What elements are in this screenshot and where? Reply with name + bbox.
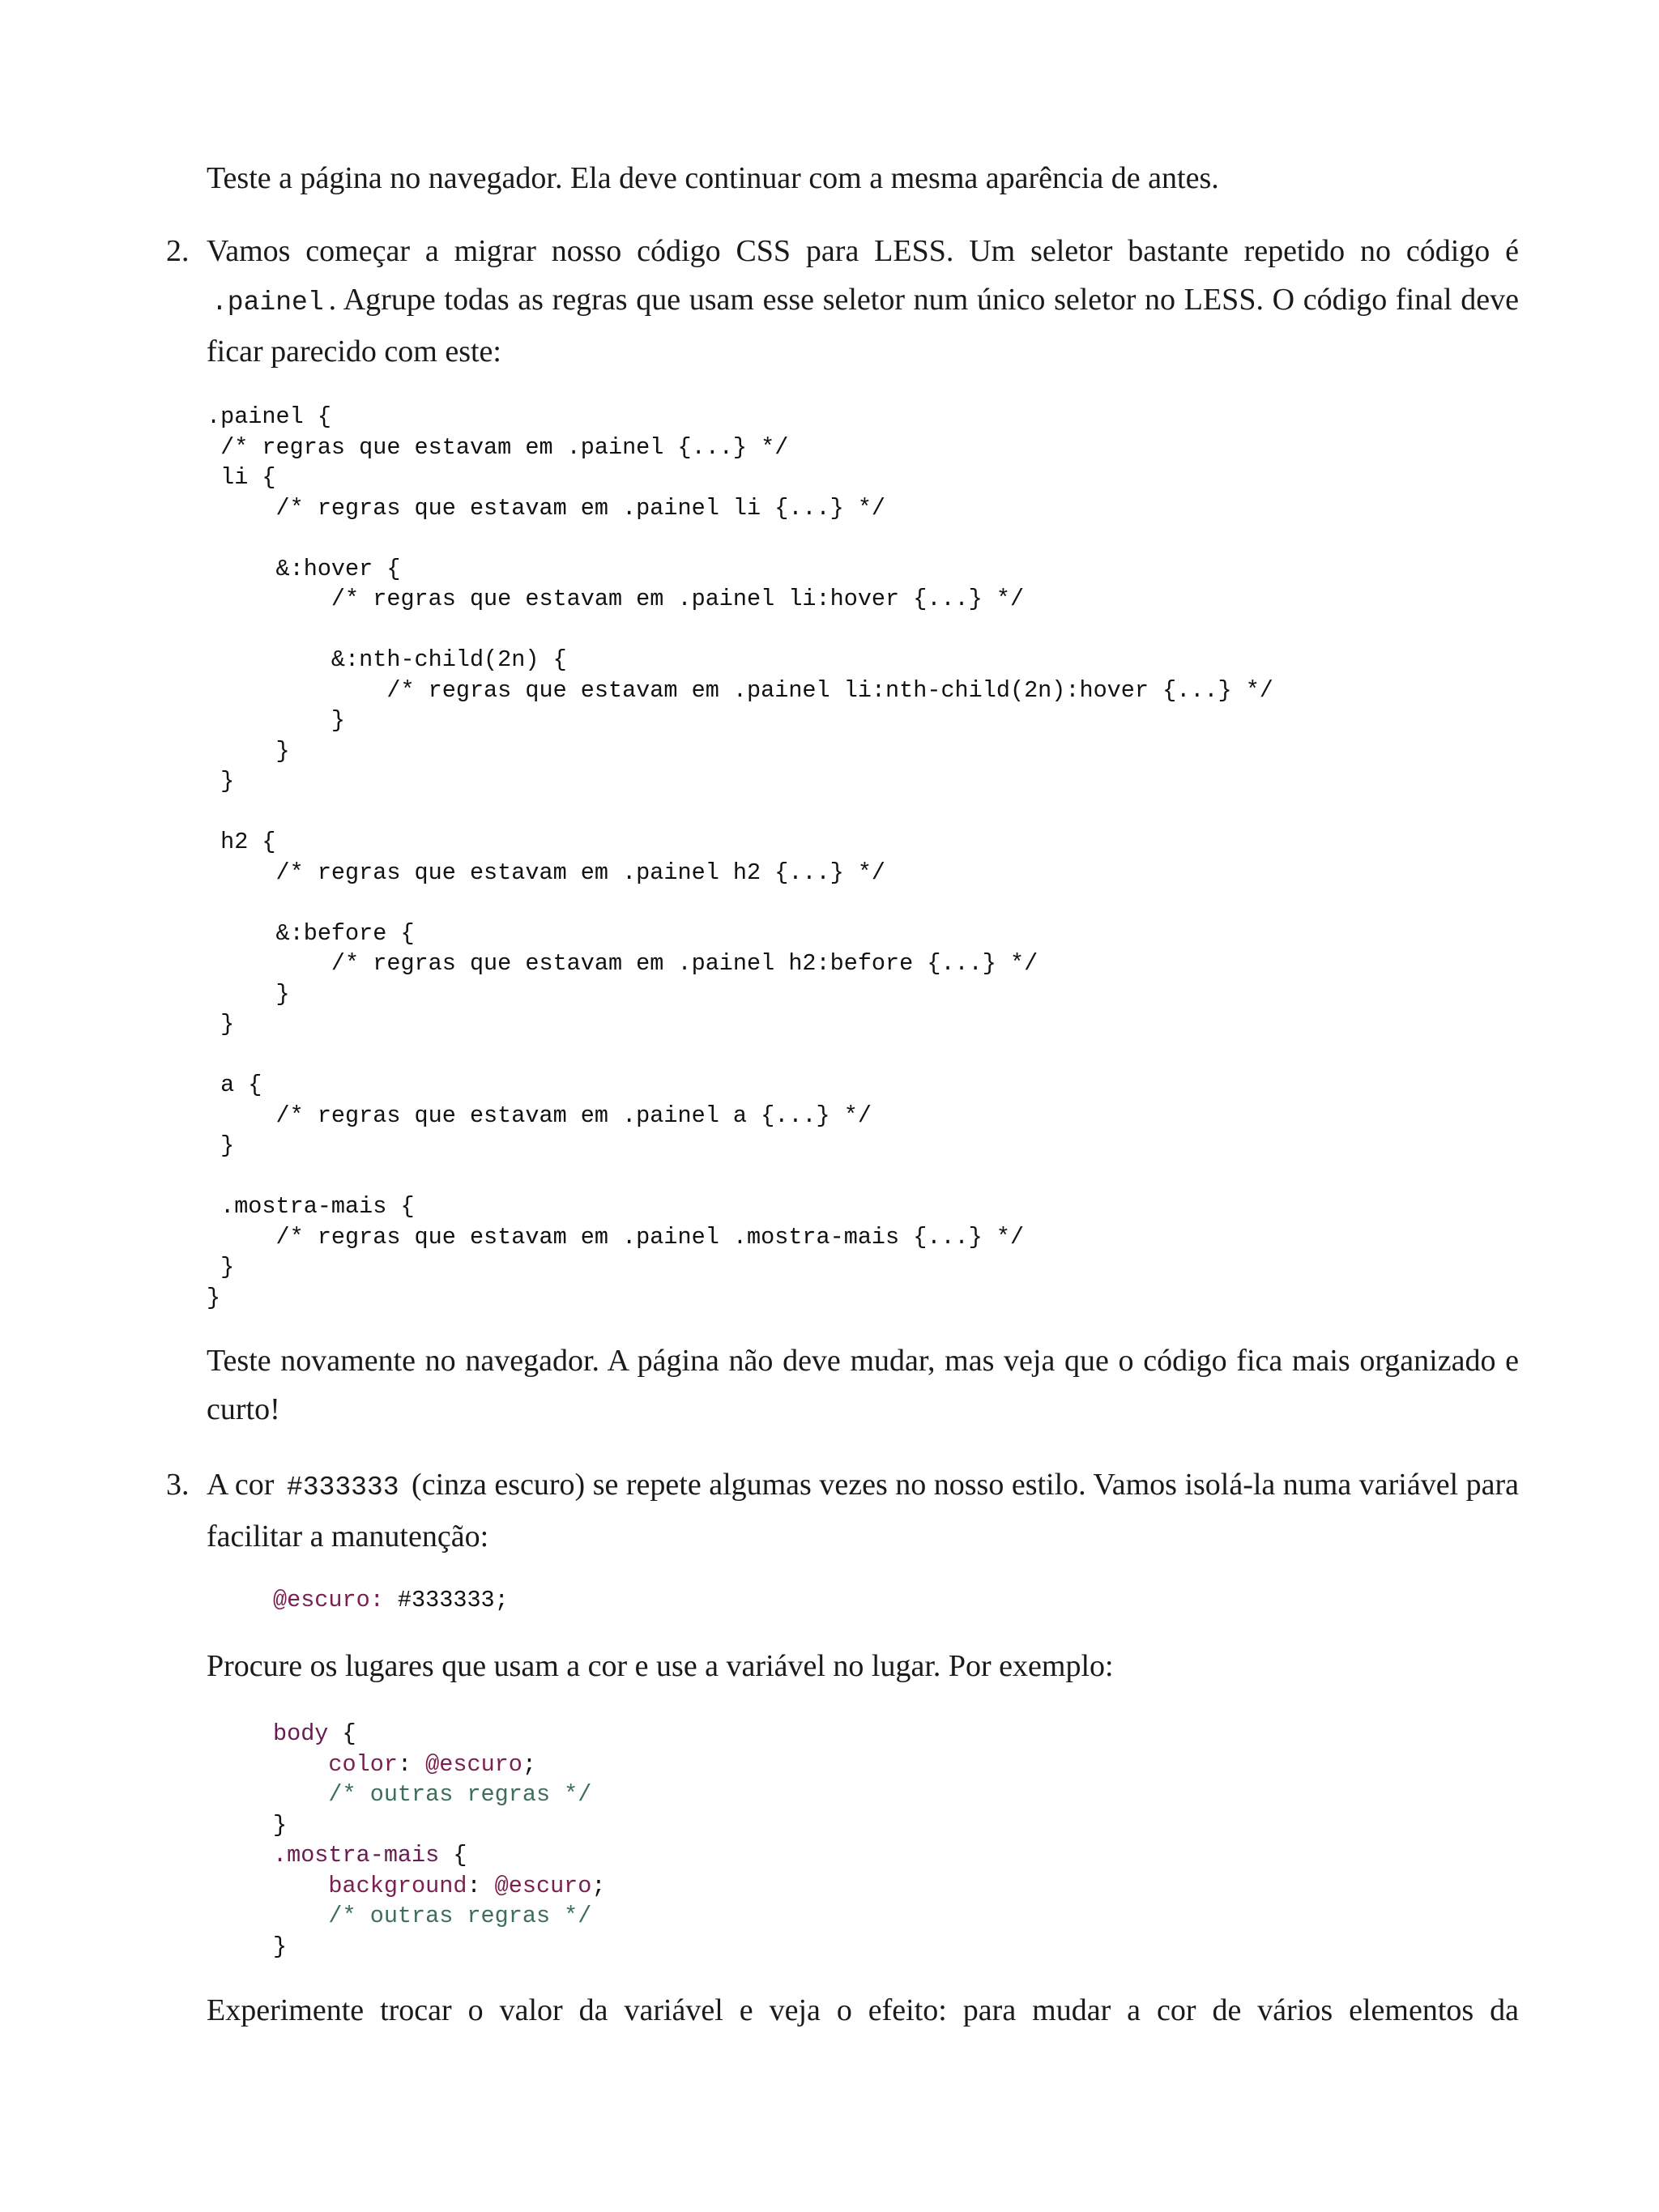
code-comment: /* outras regras */ <box>328 1781 592 1808</box>
variable-code-block <box>273 1585 509 1616</box>
list-number: 2. <box>166 234 190 268</box>
item3-middle-paragraph: Procure os lugares que usam a cor e use a variável no lugar. Por exemplo: <box>207 1649 1114 1683</box>
item2-paragraph <box>207 227 1519 376</box>
variable-name: @escuro: <box>273 1587 384 1613</box>
item3-text-after: (cinza escuro) se repete algumas vezes no nosso estilo. Vamos isolá-la numa variável para facilitar a manutenção: <box>207 1468 1520 1554</box>
code-brace: { <box>439 1842 467 1869</box>
item3-text-before: A cor <box>207 1468 275 1502</box>
inline-code-painel: .painel <box>211 288 324 318</box>
item2-text-after: . Agrupe todas as regras que usam esse seletor num único seletor no LESS. O código final deve ficar parecido com este: <box>207 283 1519 369</box>
variable-value: #333333; <box>383 1587 509 1613</box>
code-property-color: color <box>328 1750 398 1778</box>
code-property-background: background <box>328 1872 467 1899</box>
code-variable: @escuro <box>494 1872 592 1899</box>
code-brace: } <box>273 1933 288 1960</box>
example-code-block: body { color: @escuro; /* outras regras */ } .mostra-mais { background: @escuro; /* outras regras */ } <box>273 1720 606 1960</box>
code-comment: /* outras regras */ <box>328 1903 592 1929</box>
code-brace: { <box>328 1720 356 1747</box>
item3-last-paragraph: Experimente trocar o valor da variável e veja o efeito: para mudar a cor de vários elementos da <box>207 1993 1519 2027</box>
list-number: 3. <box>166 1468 190 1502</box>
code-selector-mostra-mais: .mostra-mais <box>273 1842 440 1869</box>
code-selector-body: body <box>273 1720 329 1747</box>
list-item-3 <box>166 1460 1520 1561</box>
less-code-block: .painel { /* regras que estavam em .painel {...} */ li { /* regras que estavam em .painel li {...} */ &:hover { /* regras que estavam em .painel li:hover {...} */ &:nth-child(2n) { /* regras que estavam em .painel li:nth-child(2n):hover {...} */ } } } h2 { /* regras que estavam em .painel h2 {...} */ &:before { /* regras que estavam em .painel h2:before {...} */ } } a { /* regras que estavam em .painel a {...} */ } .mostra-mais { /* regras que estavam em .painel .mostra-mais {...} */ } } <box>207 403 1273 1311</box>
item2-after-paragraph: Teste novamente no navegador. A página não deve mudar, mas veja que o código fica mais organizado e curto! <box>207 1344 1519 1426</box>
code-variable: @escuro <box>425 1750 522 1778</box>
inline-code-color: #333333 <box>286 1473 399 1502</box>
item2-text-before: Vamos começar a migrar nosso código CSS para LESS. Um seletor bastante repetido no código é <box>207 234 1519 268</box>
list-item-2 <box>166 227 1519 376</box>
intro-paragraph: Teste a página no navegador. Ela deve continuar com a mesma aparência de antes. <box>207 161 1219 195</box>
item3-paragraph <box>207 1460 1519 1561</box>
code-brace: } <box>273 1811 288 1839</box>
